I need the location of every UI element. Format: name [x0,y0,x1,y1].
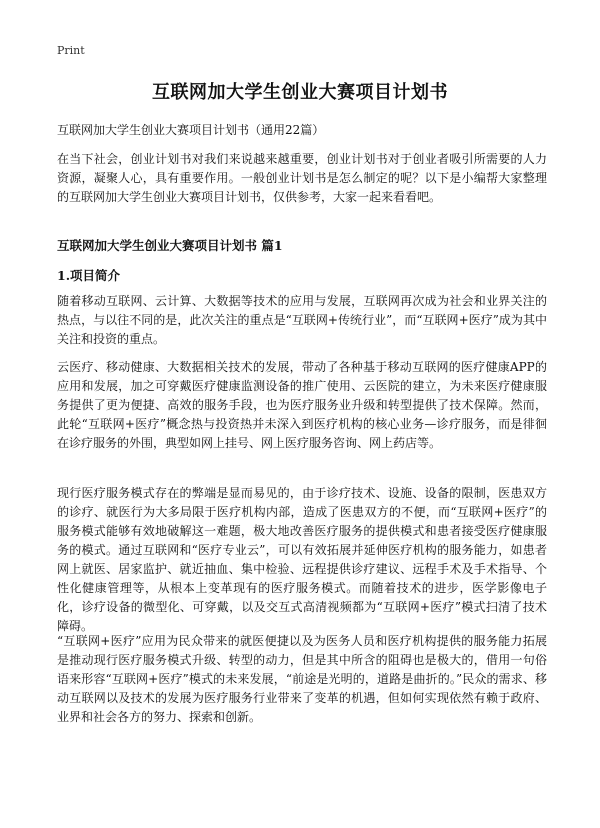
body-paragraph: “互联网+医疗”应用为民众带来的就医便捷以及为医务人员和医疗机构提供的服务能力拓展是推动现行医疗服务模式升级、转型的动力，但是其中所含的阻碍也是极大的，借用一句俗语来形容“互联网+医疗”模式的未来发展，“前途是光明的，道路是曲折的。”民众的需求、移动互联网以及技术的发展为医疗服务行业带来了变革的机遇，但如何实现依然有赖于政府、业界和社会各方的努力、探索和创新。 [57,634,547,724]
print-label[interactable]: Print [57,44,85,57]
document-title: 互联网加大学生创业大赛项目计划书 [152,82,448,103]
body-paragraph: 随着移动互联网、云计算、大数据等技术的应用与发展，互联网再次成为社会和业界关注的热点，与以往不同的是，此次关注的重点是“互联网+传统行业”，而“互联网+医疗”成为其中关注和投资的重点。 [57,294,547,346]
body-paragraph: 现行医疗服务模式存在的弊端是显而易见的，由于诊疗技术、设施、设备的限制，医患双方的诊疗、就医行为大多局限于医疗机构内部，造成了医患双方的不便，而“互联网+医疗”的服务模式能够有效地破解这一难题，极大地改善医疗服务的提供模式和患者接受医疗健康服务的模式。通过互联网和“医疗专业云”，可以有效拓展并延伸医疗机构的服务能力，如患者网上就医、居家监护、就近抽血、集中检验、远程提供诊疗建议、远程手术及手术指导、个性化健康管理等，从根本上变革现有的医疗服务模式。而随着技术的进步，医学影像电子化，诊疗设备的微型化、可穿戴，以及交互式高清视频都为“互联网+医疗”模式扫清了技术障碍。 [57,486,547,633]
intro-paragraph: 在当下社会，创业计划书对我们来说越来越重要，创业计划书对于创业者吸引所需要的人力资源，凝聚人心，具有重要作用。一般创业计划书是怎么制定的呢？以下是小编帮大家整理的互联网加大学生创业大赛项目计划书，仅供参考，大家一起来看看吧。 [57,152,547,204]
document-subtitle: 互联网加大学生创业大赛项目计划书（通用22篇） [57,123,325,137]
sub-heading: 1.项目简介 [57,268,121,283]
section-heading: 互联网加大学生创业大赛项目计划书 篇1 [57,238,283,253]
body-paragraph: 云医疗、移动健康、大数据相关技术的发展，带动了各种基于移动互联网的医疗健康APP的应用和发展，加之可穿戴医疗健康监测设备的推广使用、云医院的建立，为未来医疗健康服务提供了更为便捷、高效的服务手段，也为医疗服务业升级和转型提供了技术保障。然而，此轮“互联网+医疗”概念热与投资热并未深入到医疗机构的核心业务—诊疗服务，而是徘徊在诊疗服务的外围，典型如网上挂号、网上医疗服务咨询、网上药店等。 [57,360,547,450]
